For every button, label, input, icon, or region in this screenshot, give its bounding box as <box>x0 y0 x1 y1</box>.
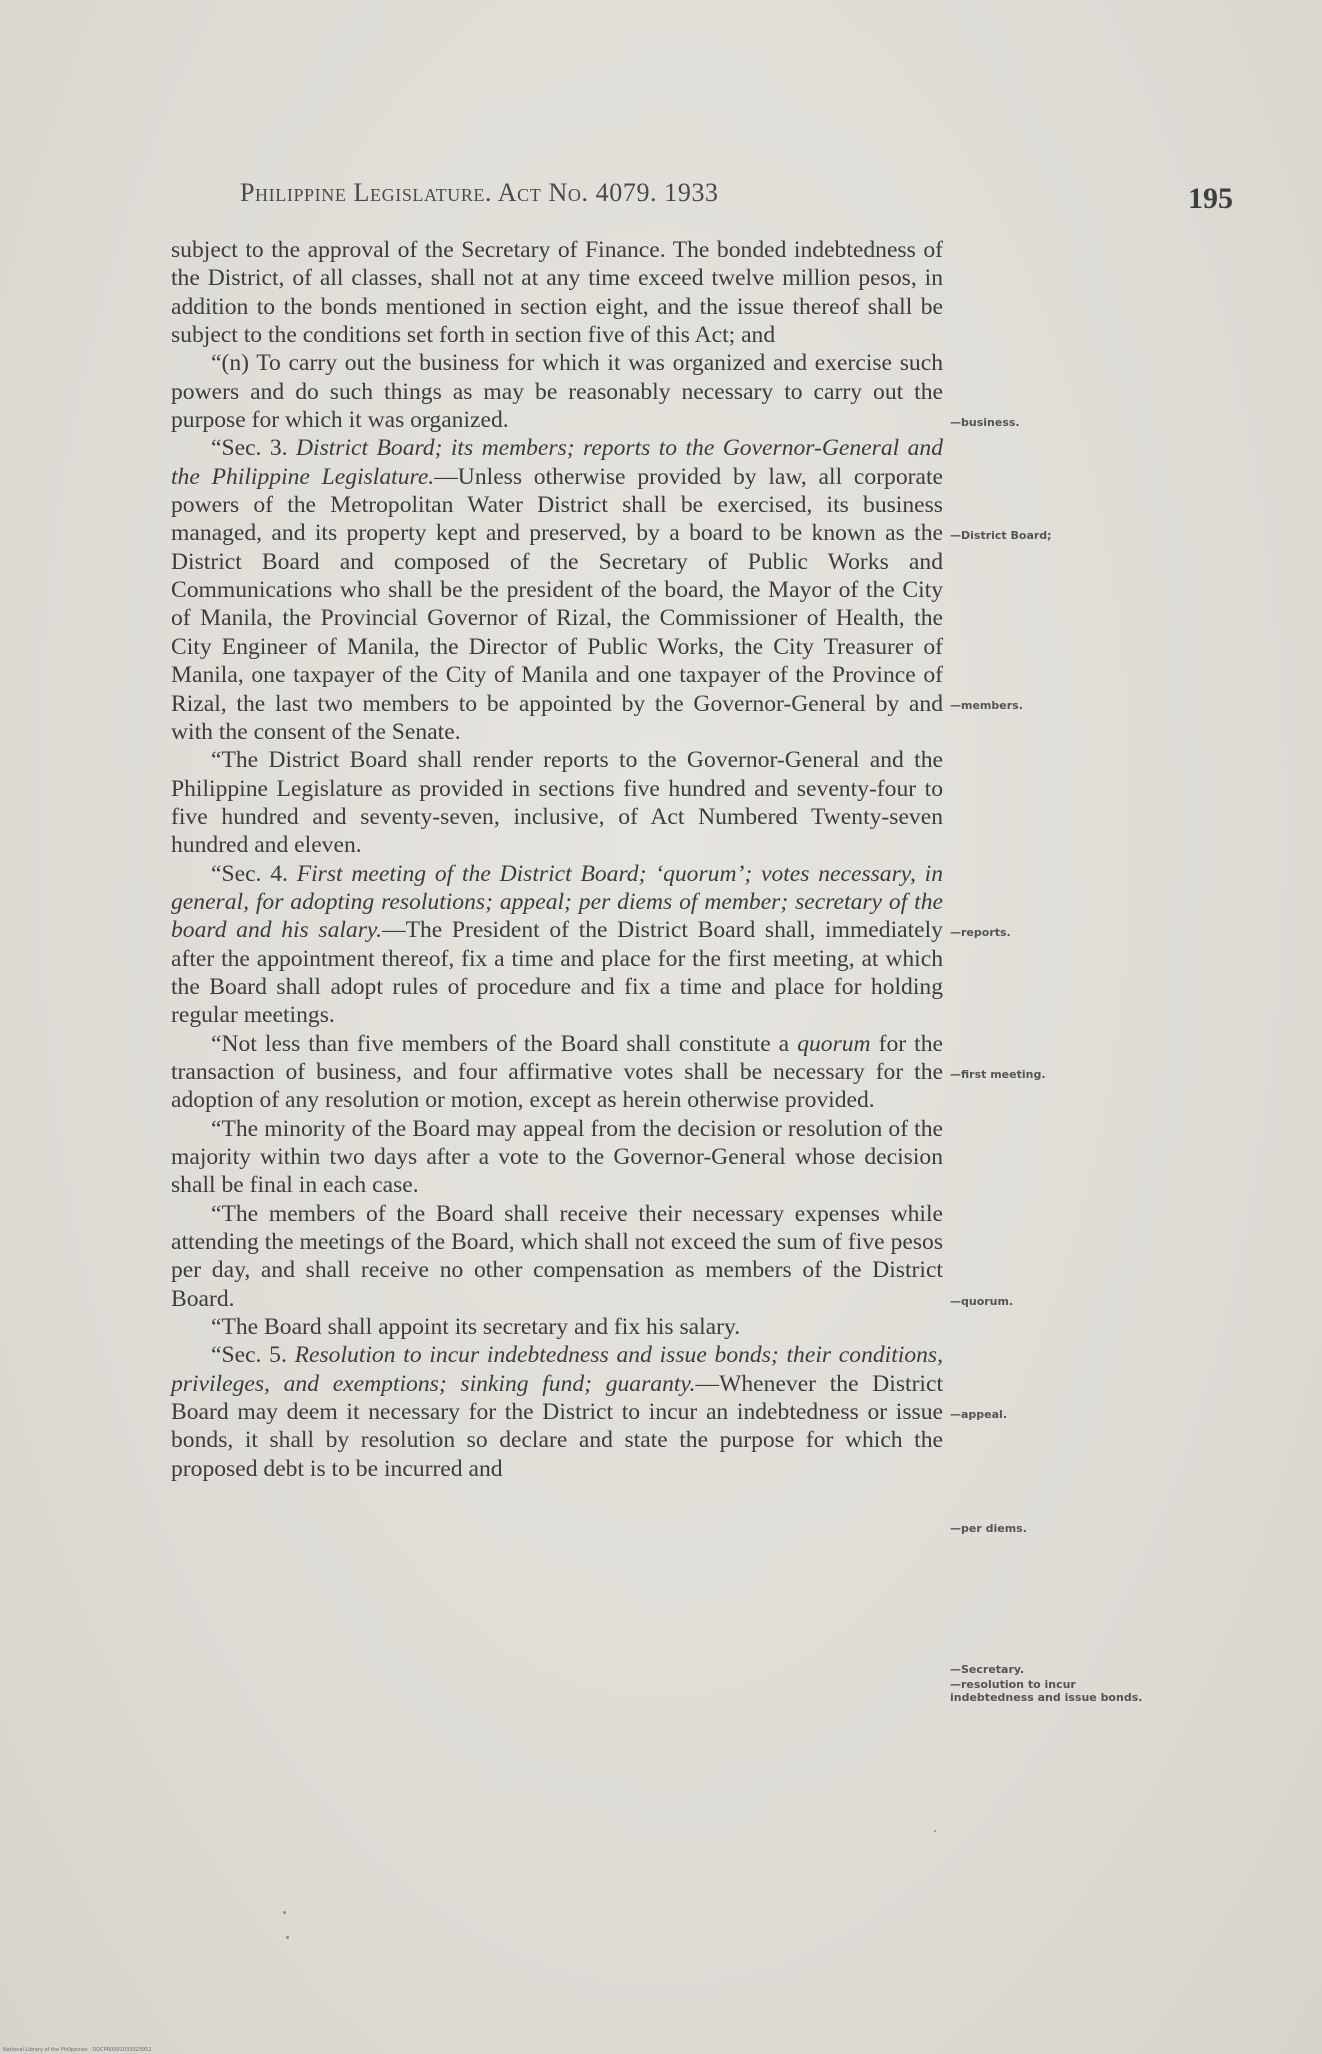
margin-note-business: —business. <box>950 416 1020 429</box>
section-label: “Sec. 4. <box>211 860 297 887</box>
margin-note-first-meeting: —first meeting. <box>950 1068 1046 1081</box>
section-4-paragraph <box>171 860 943 1030</box>
margin-note-secretary: —Secretary. <box>950 1663 1025 1676</box>
section-text: —Whenever the District Board may deem it necessary for the District to incur an indebtedness or issue bonds, it shall by resolution so declare and state the purpose for which the proposed debt is to be incurred and <box>171 1370 944 1482</box>
margin-note-reports: —reports. <box>950 926 1011 939</box>
section-label: “Sec. 3. <box>211 435 296 462</box>
paragraph-per-diems: “The members of the Board shall receive their necessary expenses while attending the meetings of the Board, which shall not exceed the sum of five pesos per day, and shall receive no other compensation as members of the District Board. <box>171 1200 943 1312</box>
quorum-term: quorum <box>797 1030 871 1057</box>
section-label: “Sec. 5. <box>211 1342 295 1369</box>
section-5-paragraph <box>171 1341 943 1483</box>
clause-marker: “(n) <box>211 350 249 377</box>
paragraph-reports: “The District Board shall render reports to the Governor-General and the Philippine Legislature as provided in sections five hundred and seventy-four to five hundred and seventy-seven, inclusive, of Act Numbered Twenty-seven hundred and eleven. <box>171 747 943 859</box>
page-number: 195 <box>1188 182 1233 215</box>
paragraph-2 <box>171 349 943 434</box>
paragraph-quorum <box>171 1030 943 1115</box>
section-title: First meeting of the District Board; ‘quorum’; votes necessary, in general, for adopting resolutions; appeal; per diems of member; secretary of the board and his salary. <box>171 860 943 944</box>
paragraph-2-text: To carry out the business for which it was organized and exercise such powers and do such things as may be reasonably necessary to carry out the purpose for which it was organized. <box>171 350 943 434</box>
paragraph-secretary: “The Board shall appoint its secretary and fix his salary. <box>211 1314 741 1341</box>
section-3-paragraph <box>171 434 943 746</box>
body-text <box>171 236 943 1483</box>
margin-note-members: —members. <box>950 699 1023 712</box>
margin-note-appeal: —appeal. <box>950 1408 1008 1421</box>
paper-speck <box>286 1936 289 1939</box>
paper-speck <box>283 1911 286 1914</box>
footer-credit: National Library of the Philippines · DOCPR0001033023951 <box>3 2047 152 2053</box>
quorum-text-a: “Not less than five members of the Board shall constitute a <box>211 1030 798 1057</box>
margin-note-district-board: —District Board; <box>950 529 1052 542</box>
margin-note-per-diems: —per diems. <box>950 1522 1027 1535</box>
quorum-text-b: for the transaction of business, and four affirmative votes shall be necessary for the adoption of any resolution or motion, except as herein otherwise provided. <box>171 1030 943 1114</box>
section-text: —The President of the District Board shall, immediately after the appointment thereof, fix a time and place for the first meeting, at which the Board shall adopt rules of procedure and fix a time and place for holding regular meetings. <box>171 917 943 1029</box>
margin-note-quorum: —quorum. <box>950 1295 1014 1308</box>
section-text: —Unless otherwise provided by law, all corporate powers of the Metropolitan Water District shall be exercised, its business managed, and its property kept and preserved, by a board to be known as the District Board and composed of the Secretary of Public Works and Communications who shall be the president of the board, the Mayor of the City of Manila, the Provincial Governor of Rizal, the Commissioner of Health, the City Engineer of Manila, the Director of Public Works, the City Treasurer of Manila, one taxpayer of the City of Manila and one taxpayer of the Province of Rizal, the last two members to be appointed by the Governor-General by and with the consent of the Senate. <box>171 463 943 745</box>
running-head: Philippine Legislature. Act No. 4079. 1933 <box>240 178 719 207</box>
section-title: District Board; its members; reports to the Governor-General and the Philippine Legislature. <box>171 435 943 490</box>
paragraph-appeal: “The minority of the Board may appeal from the decision or resolution of the majority within two days after a vote to the Governor-General whose decision shall be final in each case. <box>171 1115 943 1199</box>
section-title: Resolution to incur indebtedness and issue bonds; their conditions, privileges, and exemptions; sinking fund; guaranty. <box>171 1342 943 1397</box>
paragraph-1: subject to the approval of the Secretary of Finance. The bonded indebtedness of the District, of all classes, shall not at any time exceed twelve million pesos, in addition to the bonds mentioned in section eight, and the issue thereof shall be subject to the conditions set forth in section five of this Act; and <box>171 237 943 349</box>
margin-note-resolution: —resolution to incur indebtedness and issue bonds. <box>950 1678 1143 1704</box>
paper-speck <box>934 1830 936 1832</box>
